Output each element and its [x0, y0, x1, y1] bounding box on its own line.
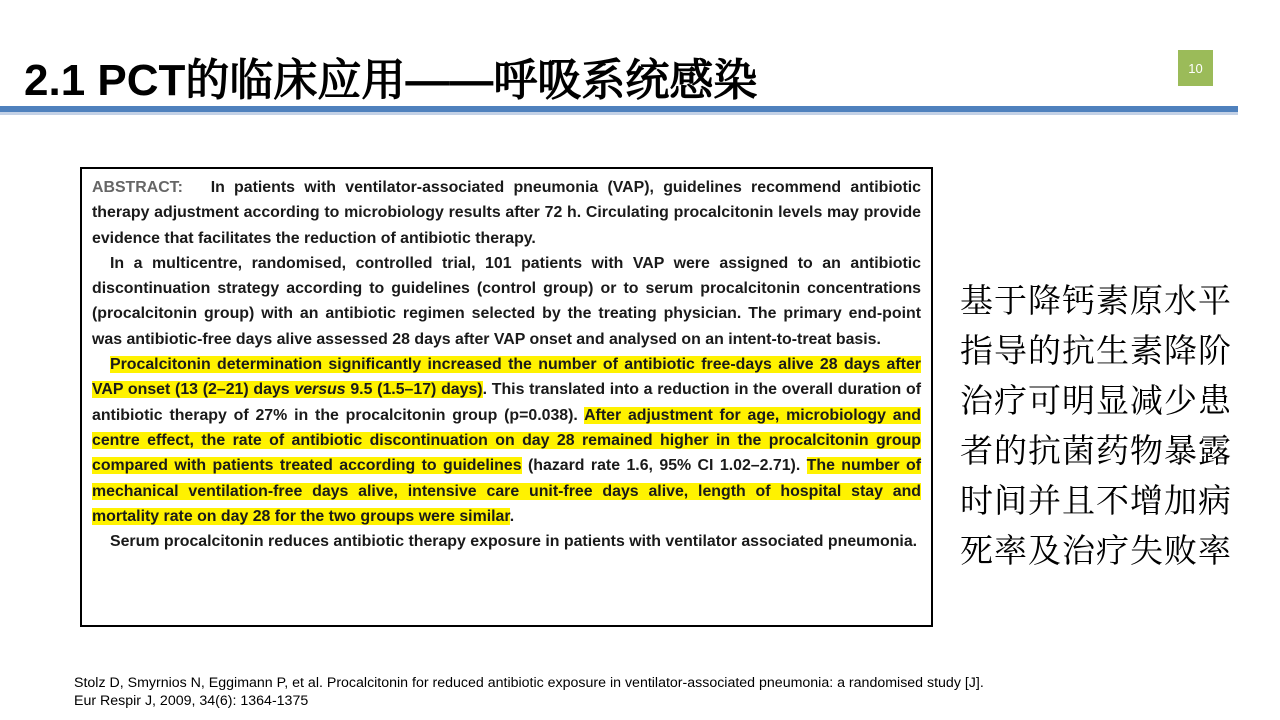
reference-citation	[74, 674, 1214, 710]
highlight-result-1-part-b: 9.5 (1.5–17) days)	[345, 381, 483, 399]
abstract-label: ABSTRACT:	[92, 179, 183, 196]
abstract-box	[80, 167, 933, 627]
highlight-result-1-part-a: Procalcitonin determination significantly increased the number of antibiotic free-days alive 28 days after VAP onset (13 (2–21) days	[92, 356, 921, 399]
summary-line: 时间并且不增加病	[960, 481, 1232, 520]
slide-title: 2.1 PCT的临床应用——呼吸系统感染	[24, 56, 758, 105]
abstract-paragraph-2: In a multicentre, randomised, controlled trial, 101 patients with VAP were assigned to an antibiotic discontinuation strategy according to guidelines (control group) or to serum procalcitonin concentrations (procalcitonin group) with an antibiotic regimen selected by the treating physician. The primary end-point was antibiotic-free days alive assessed 28 days after VAP onset and analysed on an intent-to-treat basis.	[92, 254, 921, 348]
citation-line-1: Stolz D, Smyrnios N, Eggimann P, et al. Procalcitonin for reduced antibiotic exposure in ventilator-associated pneumonia: a randomised study [J].	[74, 675, 984, 691]
summary-line: 死率及治疗失败率	[960, 531, 1232, 570]
citation-line-2: Eur Respir J, 2009, 34(6): 1364-1375	[74, 693, 309, 709]
abstract-plain-3: .	[509, 507, 515, 525]
abstract-p1-text: In patients with ventilator-associated pneumonia (VAP), guidelines recommend antibiotic therapy adjustment according to microbiology results after 72 h. Circulating procalcitonin levels may provide evidence that facilitates the reduction of antibiotic therapy.	[92, 179, 921, 247]
highlight-result-3: The number of mechanical ventilation-free days alive, intensive care unit-free days alive, length of hospital stay and mortality rate on day 28 for the two groups were similar	[92, 457, 921, 525]
page-number-badge: 10	[1178, 50, 1213, 86]
versus-italic: versus	[294, 381, 346, 399]
title-divider-shadow	[0, 112, 1238, 115]
abstract-paragraph-4: Serum procalcitonin reduces antibiotic therapy exposure in patients with ventilator associated pneumonia.	[110, 533, 918, 551]
summary-text	[960, 276, 1260, 576]
highlight-result-2: After adjustment for age, microbiology and centre effect, the rate of antibiotic discontinuation on day 28 remained higher in the procalcitonin group compared with patients treated according to guidelines	[92, 406, 921, 475]
abstract-paragraph-3	[92, 352, 921, 529]
summary-line: 基于降钙素原水平	[960, 281, 1232, 320]
summary-line: 治疗可明显减少患	[960, 381, 1232, 420]
abstract-plain-1: . This translated into a reduction in the overall duration of antibiotic therapy of 27% in the procalcitonin group (p=0.038).	[92, 381, 921, 424]
summary-line: 指导的抗生素降阶	[960, 331, 1232, 370]
abstract-plain-2: (hazard rate 1.6, 95% CI 1.02–2.71).	[521, 457, 807, 475]
summary-line: 者的抗菌药物暴露	[960, 431, 1232, 470]
abstract-paragraph-1	[92, 175, 921, 251]
